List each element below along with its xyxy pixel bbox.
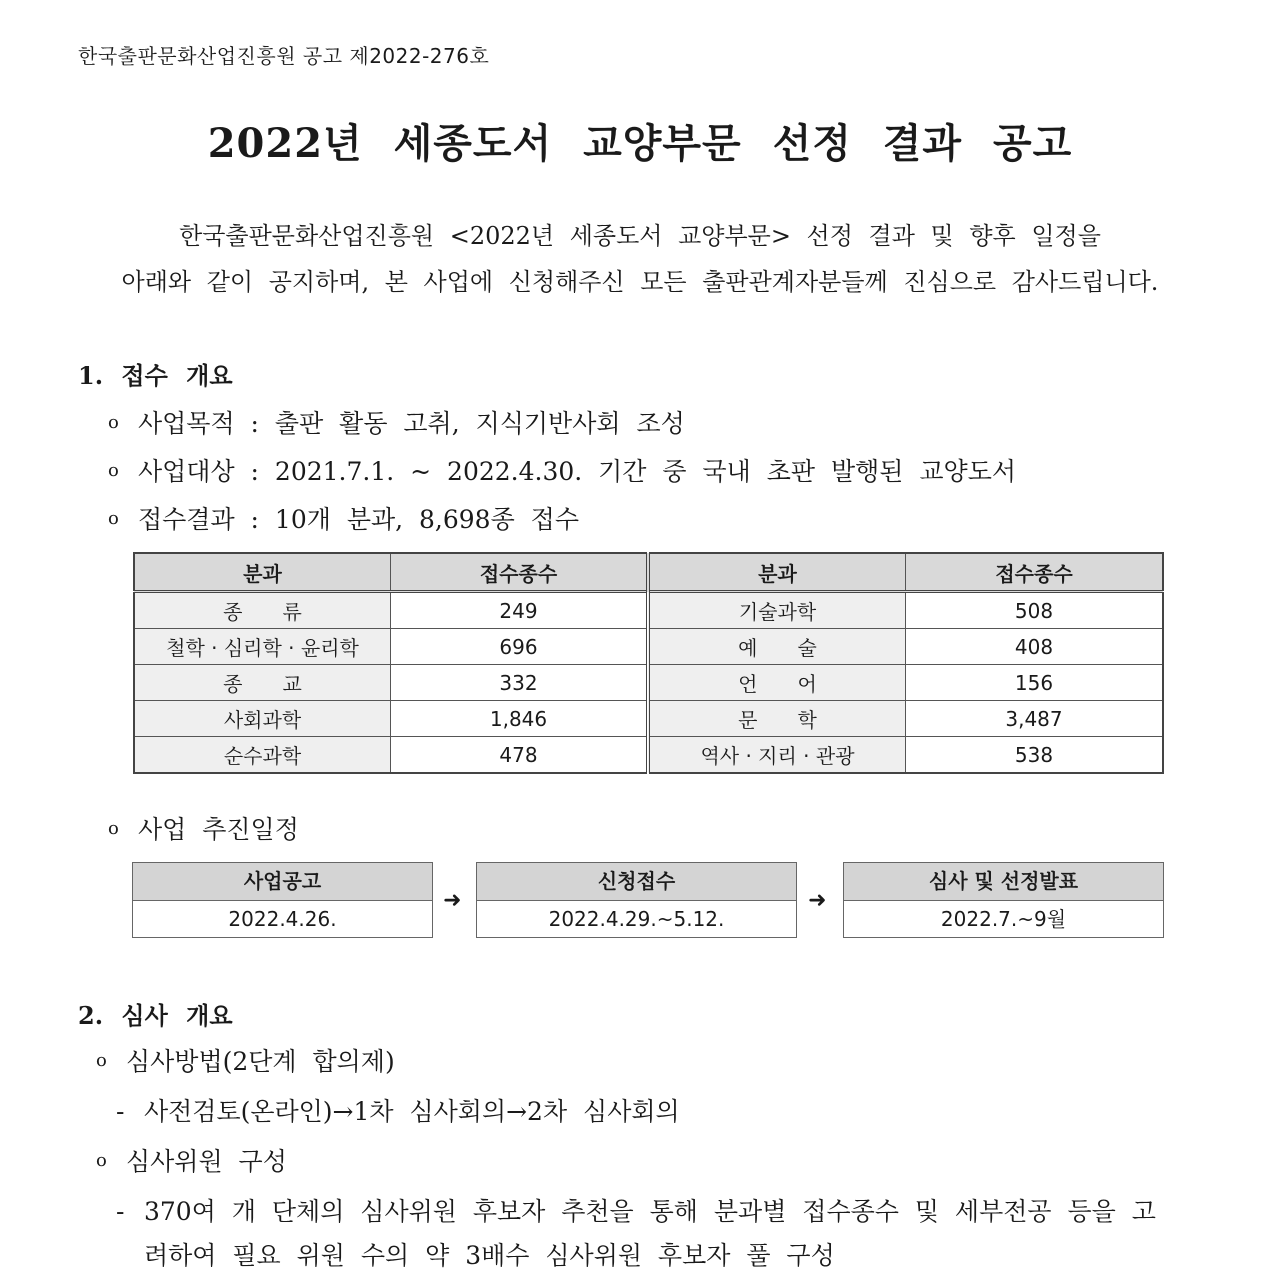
count-cell: 3,487 <box>906 701 1164 737</box>
page-title: 2022년 세종도서 교양부문 선정 결과 공고 <box>207 120 1073 167</box>
category-cell: 문 학 <box>648 701 906 737</box>
count-cell: 538 <box>906 737 1164 774</box>
purpose-item <box>108 404 685 440</box>
step-title: 심사 및 선정발표 <box>844 863 1163 901</box>
count-cell: 408 <box>906 629 1164 665</box>
method-text: 심사방법(2단계 합의제) <box>126 1047 395 1076</box>
schedule-item <box>108 810 299 846</box>
header-category: 분과 <box>134 553 391 592</box>
bullet-marker: o <box>96 1050 107 1071</box>
count-cell: 332 <box>391 665 649 701</box>
count-cell: 478 <box>391 737 649 774</box>
schedule-step-review <box>843 862 1164 938</box>
committee-text: 심사위원 구성 <box>126 1147 287 1176</box>
bullet-marker: o <box>108 508 119 529</box>
table-row <box>134 592 1163 629</box>
dash-marker: - <box>116 1097 125 1126</box>
table-row <box>134 665 1163 701</box>
method-item <box>96 1042 395 1078</box>
target-item <box>108 452 1016 488</box>
category-cell: 사회과학 <box>134 701 391 737</box>
dash-marker: - <box>116 1197 125 1226</box>
step-date: 2022.7.~9월 <box>940 907 1067 931</box>
section-2-heading: 2. 심사 개요 <box>78 1001 233 1030</box>
category-cell: 종 류 <box>134 592 391 629</box>
committee-item <box>96 1142 287 1178</box>
bullet-marker: o <box>108 412 119 433</box>
table-row <box>134 629 1163 665</box>
reception-table <box>133 552 1164 774</box>
category-cell: 순수과학 <box>134 737 391 774</box>
category-cell: 역사 · 지리 · 관광 <box>648 737 906 774</box>
step-date: 2022.4.26. <box>228 907 337 931</box>
header-category: 분과 <box>648 553 906 592</box>
count-cell: 1,846 <box>391 701 649 737</box>
intro-line-2: 아래와 같이 공지하며, 본 사업에 신청해주신 모든 출판관계자분들께 진심으로 감사드립니다. <box>121 268 1159 296</box>
purpose-text: 사업목적 : 출판 활동 고취, 지식기반사회 조성 <box>138 409 685 438</box>
target-text: 사업대상 : 2021.7.1. ~ 2022.4.30. 기간 중 국내 초판 발행된 교양도서 <box>138 457 1016 486</box>
step-title: 사업공고 <box>133 863 432 901</box>
category-cell: 기술과학 <box>648 592 906 629</box>
table-header-row <box>134 553 1163 592</box>
count-cell: 249 <box>391 592 649 629</box>
category-cell: 언 어 <box>648 665 906 701</box>
category-cell: 종 교 <box>134 665 391 701</box>
arrow-right-icon: ➜ <box>443 888 462 913</box>
intro-line-1: 한국출판문화산업진흥원 <2022년 세종도서 교양부문> 선정 결과 및 향후 일정을 <box>179 222 1101 250</box>
header-count: 접수종수 <box>906 553 1164 592</box>
count-cell: 696 <box>391 629 649 665</box>
section-1-heading: 1. 접수 개요 <box>78 361 233 390</box>
header-count: 접수종수 <box>391 553 649 592</box>
result-item <box>108 500 579 536</box>
schedule-step-application <box>476 862 797 938</box>
notice-number: 한국출판문화산업진흥원 공고 제2022-276호 <box>78 44 490 68</box>
table-row <box>134 701 1163 737</box>
method-detail <box>116 1092 680 1128</box>
category-cell: 철학 · 심리학 · 윤리학 <box>134 629 391 665</box>
count-cell: 156 <box>906 665 1164 701</box>
bullet-marker: o <box>108 818 119 839</box>
committee-detail-line-2: 려하여 필요 위원 수의 약 3배수 심사위원 후보자 풀 구성 <box>144 1241 835 1270</box>
schedule-label: 사업 추진일정 <box>138 815 299 844</box>
count-cell: 508 <box>906 592 1164 629</box>
step-title: 신청접수 <box>477 863 796 901</box>
schedule-step-announcement <box>132 862 433 938</box>
committee-detail-line-1: 370여 개 단체의 심사위원 후보자 추천을 통해 분과별 접수종수 및 세부전공 등을 고 <box>144 1197 1156 1226</box>
bullet-marker: o <box>96 1150 107 1171</box>
result-text: 접수결과 : 10개 분과, 8,698종 접수 <box>138 505 579 534</box>
committee-detail <box>116 1192 1156 1228</box>
method-detail-text: 사전검토(온라인)→1차 심사회의→2차 심사회의 <box>144 1097 680 1126</box>
arrow-right-icon: ➜ <box>808 888 827 913</box>
step-date: 2022.4.29.~5.12. <box>548 907 725 931</box>
category-cell: 예 술 <box>648 629 906 665</box>
table-row <box>134 737 1163 774</box>
bullet-marker: o <box>108 460 119 481</box>
